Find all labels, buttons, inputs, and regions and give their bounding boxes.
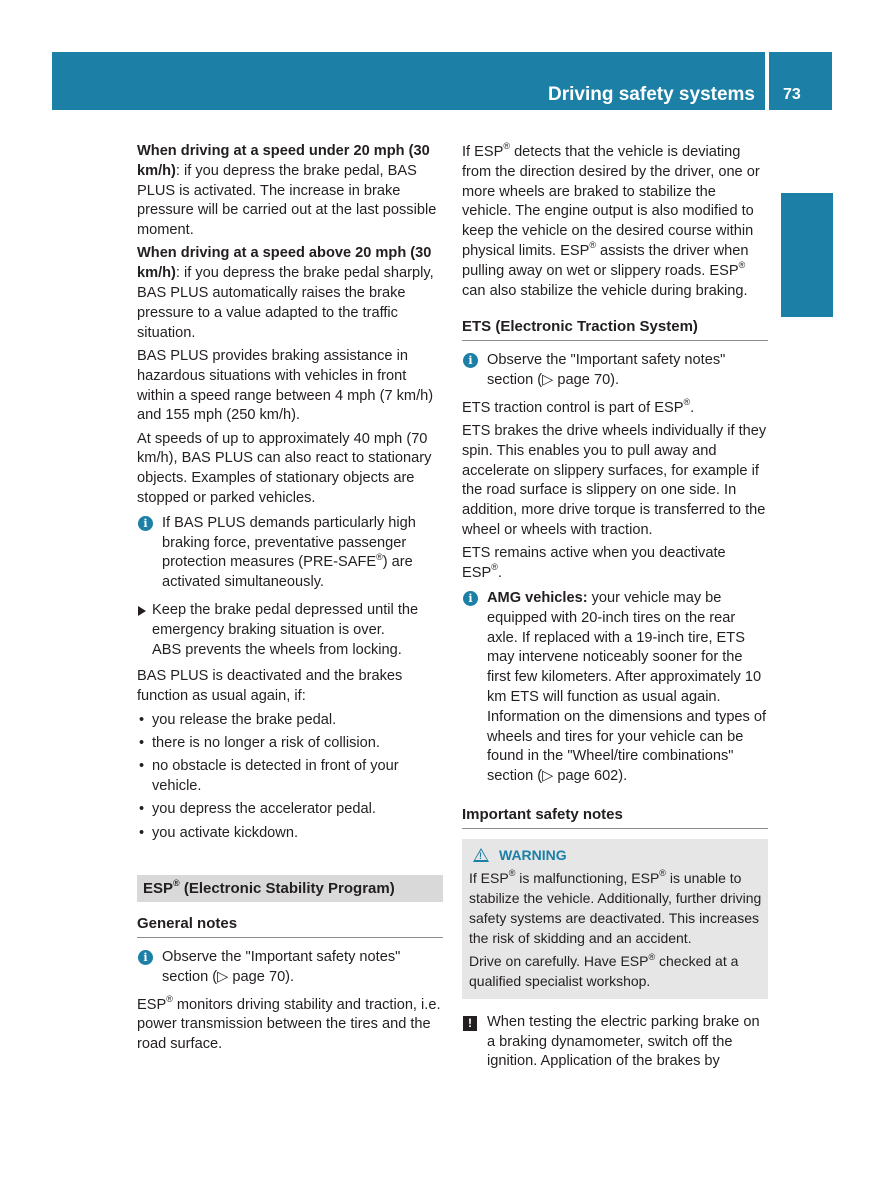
- caution-note: [462, 1013, 768, 1072]
- text: If ESP: [469, 869, 509, 886]
- header-bar: [52, 52, 765, 110]
- registered-mark: ®: [659, 868, 666, 879]
- info-note-text: Observe the "Important safety notes" section (▷ page 70).: [162, 949, 401, 985]
- text: Drive on carefully. Have ESP: [469, 953, 649, 970]
- text: If ESP: [462, 144, 504, 160]
- bold-lead: When driving at a speed above 20 mph (30 km/h): [137, 245, 432, 282]
- subheading-ets: ETS (Electronic Traction System): [462, 317, 768, 341]
- warning-text: [469, 868, 762, 948]
- subheading-important-safety-notes: Important safety notes: [462, 805, 768, 829]
- registered-mark: ®: [648, 951, 656, 962]
- info-icon: i: [463, 591, 478, 606]
- paragraph-text: : if you depress the brake pedal sharply, BAS PLUS automatically raises the brake pressure to a value adapted to the traffic situation.: [137, 265, 434, 341]
- exclamation-box-icon: !: [463, 1016, 477, 1031]
- paragraph: [462, 143, 768, 301]
- arrow-right-icon: [138, 606, 146, 616]
- warning-title: [469, 845, 762, 865]
- text: ETS remains active when you deactivate ESP: [462, 545, 726, 582]
- registered-mark: ®: [503, 141, 511, 152]
- text: .: [497, 565, 502, 582]
- text: ESP: [143, 880, 174, 898]
- text: monitors driving stability and traction, i.e. power transmission between the tires and the road surface.: [137, 996, 441, 1053]
- side-tab-text: Safety: [798, 251, 820, 309]
- text: detects that the vehicle is deviating from the direction desired by the driver, one or more wheels are braked to stabilize the vehicle. The engine output is also modified to keep the vehicle on the desired course within physical limits. ESP: [462, 144, 760, 259]
- paragraph: [462, 544, 768, 584]
- paragraph: ETS brakes the drive wheels individually if they spin. This enables you to pull away and accelerate on slippery surfaces, for example if the road surface is slippery on one side. In addition, more drive torque is transferred to the wheel or wheels with traction.: [462, 423, 767, 539]
- bold-lead: AMG vehicles:: [487, 589, 588, 606]
- registered-mark: ®: [173, 878, 180, 889]
- list-item: • there is no longer a risk of collision.: [137, 734, 443, 754]
- text: If BAS PLUS demands particularly high braking force, preventative passenger protection measures (PRE-SAFE: [162, 514, 416, 571]
- warning-label: WARNING: [499, 846, 567, 863]
- caution-text: When testing the electric parking brake on a braking dynamometer, switch off the ignition. Application of the brakes by: [487, 1013, 760, 1070]
- warning-triangle-icon: [473, 848, 489, 862]
- info-icon: i: [138, 516, 153, 531]
- info-note: [462, 351, 768, 391]
- left-column: [137, 142, 443, 1059]
- instruction-step: [137, 601, 443, 660]
- list-item: • no obstacle is detected in front of your vehicle.: [137, 757, 443, 797]
- paragraph: [462, 396, 768, 419]
- list-item: • you depress the accelerator pedal.: [137, 800, 443, 820]
- step-text: Keep the brake pedal depressed until the emergency braking situation is over.: [152, 602, 419, 638]
- right-column: [462, 143, 768, 1072]
- page-number: 73: [783, 86, 801, 103]
- page-number-box: [769, 52, 832, 110]
- info-note: [462, 589, 768, 787]
- registered-mark: ®: [589, 240, 596, 251]
- side-tab-label: [783, 240, 835, 320]
- text: .: [690, 399, 695, 416]
- text: checked at a qualified specialist workshop.: [469, 953, 739, 990]
- text: ESP: [137, 996, 167, 1013]
- paragraph: [137, 993, 443, 1055]
- text: (Electronic Stability Program): [179, 880, 395, 898]
- registered-mark: ®: [166, 993, 173, 1004]
- list-item: • you release the brake pedal.: [137, 711, 443, 731]
- info-icon: i: [138, 950, 153, 965]
- list-item: • you activate kickdown.: [137, 824, 443, 844]
- text: your vehicle may be equipped with 20-inch tires on the rear axle. If replaced with a 19-inch tire, ETS may intervene noticeably sooner for the first few kilometers. After approximately 10 km ETS will function as usual again. Information on the dimensions and types of wheels and tires for your vehicle can be found in the "Wheel/tire combinations" section (▷ page 602).: [487, 589, 767, 785]
- registered-mark: ®: [491, 562, 498, 573]
- bullet-list: [137, 711, 443, 844]
- text: ) are activated simultaneously.: [162, 554, 413, 591]
- paragraph: [137, 244, 443, 343]
- text: can also stabilize the vehicle during braking.: [462, 282, 748, 299]
- warning-box: [462, 839, 768, 999]
- paragraph: At speeds of up to approximately 40 mph (70 km/h), BAS PLUS can also react to stationary objects. Examples of stationary objects are stopped or parked vehicles.: [137, 430, 432, 507]
- info-note-text: Observe the "Important safety notes" section (▷ page 70).: [487, 352, 726, 388]
- subheading-general-notes: General notes: [137, 914, 443, 938]
- text: is unable to stabilize the vehicle. Additionally, further driving safety systems are deactivated. This increases the risk of skidding and an accident.: [469, 869, 762, 946]
- info-note-text: [152, 514, 443, 593]
- registered-mark: ®: [683, 396, 691, 407]
- paragraph-text: : if you depress the brake pedal, BAS PLUS is activated. The increase in brake pressure will be carried out at the last possible moment.: [137, 162, 437, 239]
- header-title: Driving safety systems: [548, 84, 755, 105]
- info-note: [137, 514, 443, 593]
- text: ETS traction control is part of ESP: [462, 399, 684, 416]
- paragraph: [137, 142, 443, 241]
- registered-mark: ®: [508, 868, 516, 879]
- step-result: ABS prevents the wheels from locking.: [152, 641, 402, 658]
- text: is malfunctioning, ESP: [515, 869, 660, 886]
- paragraph: BAS PLUS is deactivated and the brakes function as usual again, if:: [137, 668, 403, 705]
- bold-lead: When driving at a speed under 20 mph (30 km/h): [137, 143, 430, 179]
- info-note: [137, 948, 443, 988]
- info-icon: i: [463, 353, 478, 368]
- paragraph: BAS PLUS provides braking assistance in hazardous situations with vehicles in front within a speed range between 4 mph (7 km/h) and 155 mph (250 km/h).: [137, 347, 434, 424]
- info-note-text: [477, 589, 768, 787]
- section-heading: [137, 875, 443, 902]
- text: assists the driver when pulling away on wet or slippery roads. ESP: [462, 242, 749, 279]
- registered-mark: ®: [376, 551, 383, 562]
- registered-mark: ®: [738, 259, 746, 270]
- warning-text: [469, 951, 762, 991]
